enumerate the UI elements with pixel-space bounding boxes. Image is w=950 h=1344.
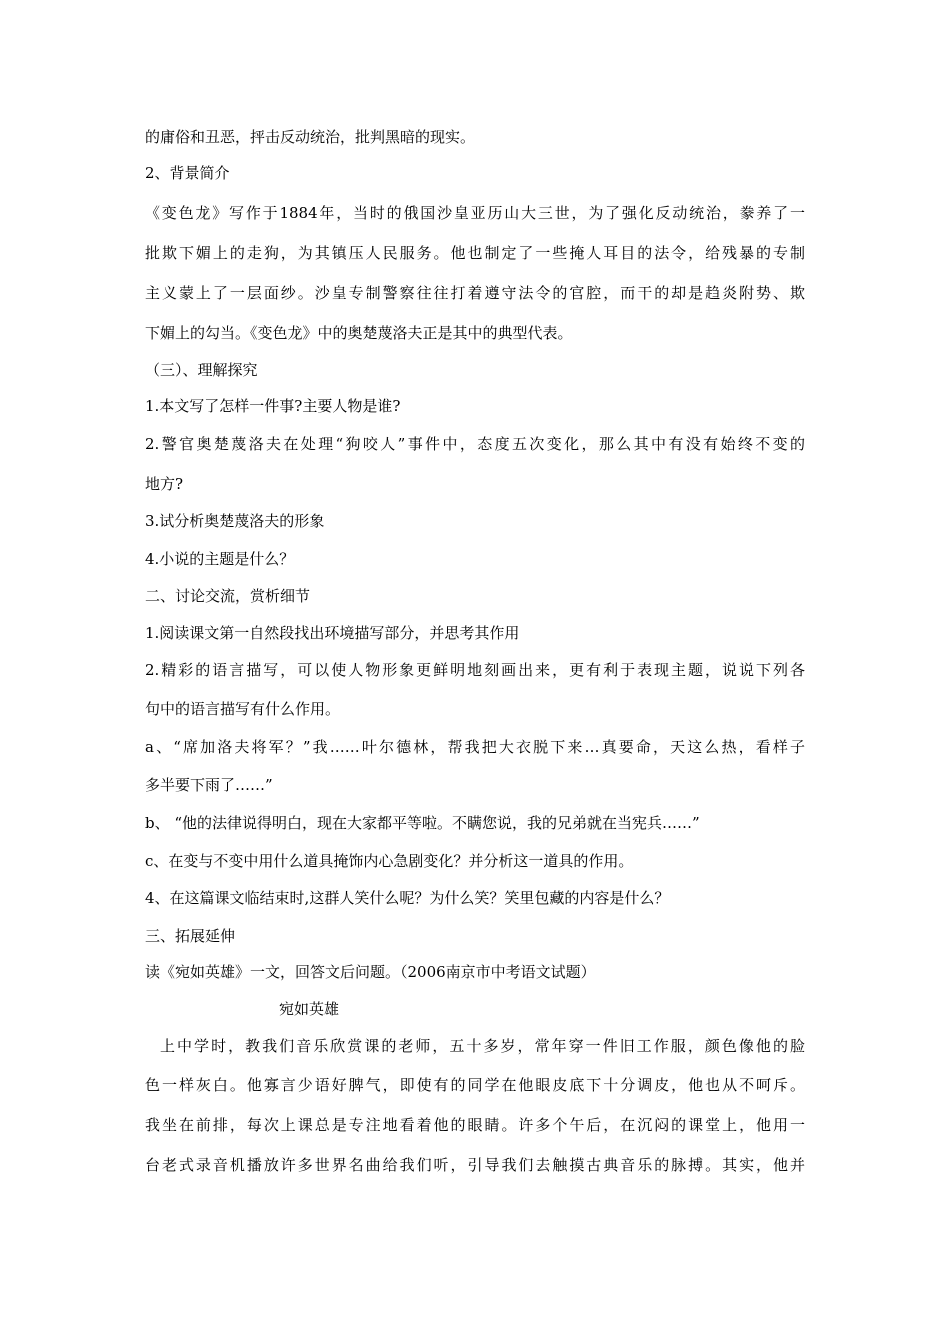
- text-line: 的庸俗和丑恶，抨击反动统治，批判黑暗的现实。: [145, 128, 476, 146]
- article-line: 上中学时，教我们音乐欣赏课的老师，五十多岁，常年穿一件旧工作服，颜色像他的脸: [160, 1037, 805, 1055]
- section-heading: 三、拓展延伸: [145, 927, 236, 945]
- article-line: 我坐在前排，每次上课总是专注地看着他的眼睛。许多个午后，在沉闷的课堂上，他用一: [145, 1116, 805, 1134]
- article-line: 台老式录音机播放许多世界名曲给我们听，引导我们去触摸古典音乐的脉搏。其实，他并: [145, 1156, 805, 1174]
- question-line: 2.警官奥楚蔑洛夫在处理“狗咬人”事件中，态度五次变化，那么其中有没有始终不变的: [145, 435, 805, 453]
- question-line: 3.试分析奥楚蔑洛夫的形象: [145, 512, 325, 530]
- text-line: 《变色龙》写作于1884年，当时的俄国沙皇亚历山大三世，为了强化反动统治，豢养了一: [145, 204, 805, 222]
- question-line: 1.阅读课文第一自然段找出环境描写部分，并思考其作用: [145, 624, 520, 642]
- question-line: 1.本文写了怎样一件事?主要人物是谁?: [145, 397, 401, 415]
- question-line: a、“席加洛夫将军？”我……叶尔德林，帮我把大衣脱下来…真要命，天这么热，看样子: [145, 738, 805, 756]
- section-heading: 2、背景简介: [145, 164, 230, 182]
- question-line: 多半要下雨了……”: [145, 776, 273, 794]
- question-line: c、在变与不变中用什么道具掩饰内心急剧变化？并分析这一道具的作用。: [145, 852, 634, 870]
- article-line: 色一样灰白。他寡言少语好脾气，即使有的同学在他眼皮底下十分调皮，他也从不呵斥。: [145, 1076, 805, 1094]
- section-heading: 二、讨论交流，赏析细节: [145, 587, 311, 605]
- question-line: b、 “他的法律说得明白，现在大家都平等啦。不瞒您说，我的兄弟就在当宪兵……”: [145, 814, 700, 832]
- question-line: 地方?: [145, 475, 184, 493]
- question-line: 2.精彩的语言描写，可以使人物形象更鲜明地刻画出来，更有利于表现主题，说说下列各: [145, 661, 805, 679]
- question-line: 4、在这篇课文临结束时,这群人笑什么呢？为什么笑？笑里包藏的内容是什么？: [145, 889, 670, 907]
- question-line: 句中的语言描写有什么作用。: [145, 700, 341, 718]
- text-line: 批欺下媚上的走狗，为其镇压人民服务。他也制定了一些掩人耳目的法令，给残暴的专制: [145, 244, 805, 262]
- article-title: 宛如英雄: [279, 1000, 340, 1018]
- question-line: 4.小说的主题是什么？: [145, 550, 295, 568]
- text-line: 主义蒙上了一层面纱。沙皇专制警察往往打着遵守法令的官腔，而干的却是趋炎附势、欺: [145, 284, 805, 302]
- section-heading: （三）、理解探究: [145, 361, 258, 379]
- text-line: 读《宛如英雄》一文，回答文后问题。（2006南京市中考语文试题）: [145, 963, 596, 981]
- text-line: 下媚上的勾当。《变色龙》中的奥楚蔑洛夫正是其中的典型代表。: [145, 324, 573, 342]
